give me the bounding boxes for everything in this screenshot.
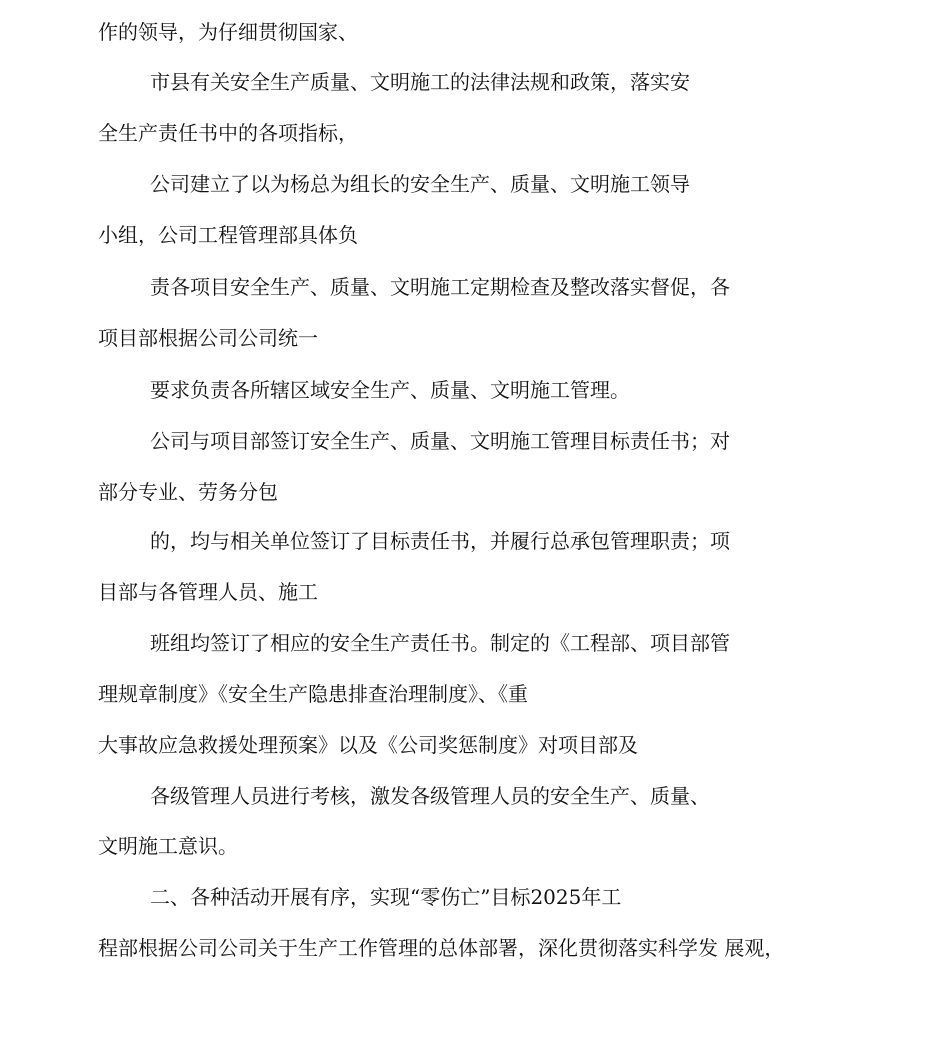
- text-line: 小组，公司工程管理部具体负: [98, 223, 358, 247]
- text-line: 各级管理人员进行考核，激发各级管理人员的安全生产、质量、: [150, 784, 710, 808]
- text-line: 部分专业、劳务分包: [98, 480, 278, 504]
- text-line: 责各项目安全生产、质量、文明施工定期检查及整改落实督促，各: [150, 275, 730, 299]
- text-line: 文明施工意识。: [98, 834, 238, 858]
- text-line: 作的领导，为仔细贯彻国家、: [98, 20, 358, 44]
- text-line: 目部与各管理人员、施工: [98, 580, 318, 604]
- text-line: 二、各种活动开展有序，实现“零伤亡”目标2025年工: [150, 885, 622, 909]
- text-line: 市县有关安全生产质量、文明施工的法律法规和政策，落实安: [150, 70, 690, 94]
- text-line: 程部根据公司公司关于生产工作管理的总体部署，深化贯彻落实科学发 展观，: [98, 936, 785, 960]
- text-line: 公司与项目部签订安全生产、质量、文明施工管理目标责任书；对: [150, 429, 730, 453]
- text-line: 项目部根据公司公司统一: [98, 326, 318, 350]
- text-line: 理规章制度》《安全生产隐患排查治理制度》、《重: [98, 682, 528, 706]
- text-line: 班组均签订了相应的安全生产责任书。制定的《工程部、项目部管: [150, 631, 730, 655]
- text-line: 要求负责各所辖区域安全生产、质量、文明施工管理。: [150, 378, 630, 402]
- text-line: 公司建立了以为杨总为组长的安全生产、质量、文明施工领导: [150, 172, 690, 196]
- text-line: 的，均与相关单位签订了目标责任书，并履行总承包管理职责；项: [150, 529, 730, 553]
- text-line: 全生产责任书中的各项指标，: [98, 121, 358, 145]
- text-line: 大事故应急救援处理预案》以及《公司奖惩制度》对项目部及: [98, 733, 638, 757]
